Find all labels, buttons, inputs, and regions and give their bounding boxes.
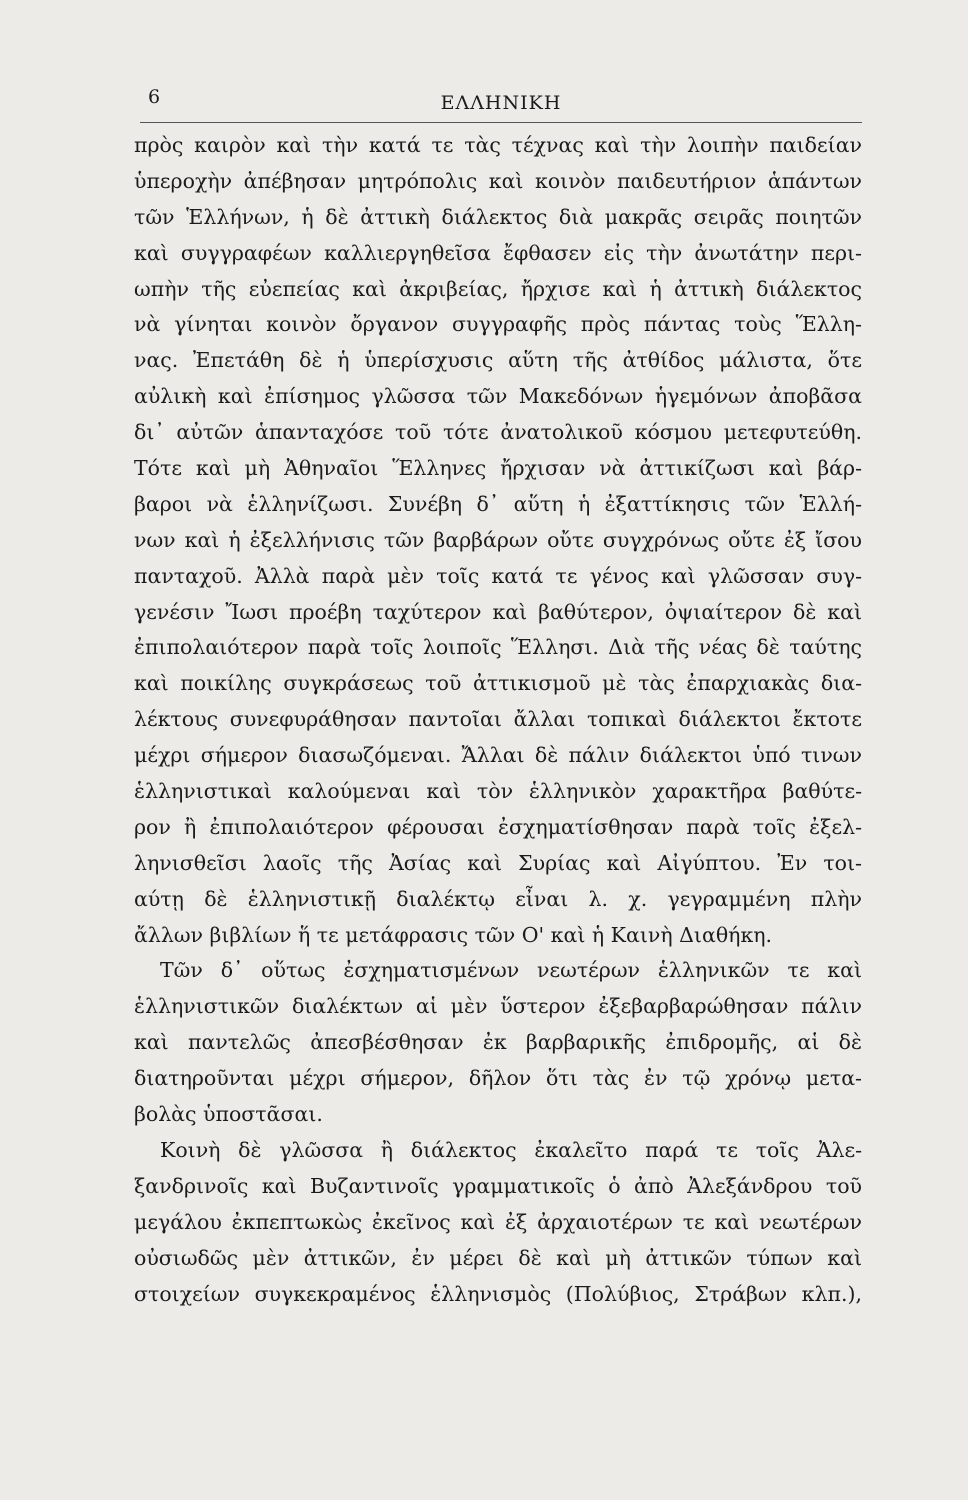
text-line: πρὸς καιρὸν καὶ τὴν κατά τε τὰς τέχνας καὶ τὴν λοιπὴν παιδείαν: [134, 133, 862, 157]
text-line: νας. Ἐπετάθη δὲ ἡ ὑπερίσχυσις αὕτη τῆς ἀτθίδος μάλιστα, ὅτε: [134, 348, 862, 373]
text-line: καὶ παντελῶς ἀπεσβέσθησαν ἐκ βαρβαρικῆς ἐπιδρομῆς, αἱ δὲ: [134, 1030, 862, 1055]
text-line: πανταχοῦ. Ἀλλὰ παρὰ μὲν τοῖς κατά τε γένος καὶ γλῶσσαν συγ-: [134, 563, 862, 588]
page-header: [140, 86, 862, 126]
text-line: Τῶν δ᾽ οὕτως ἐσχηματισμένων νεωτέρων ἑλληνικῶν τε καὶ: [160, 958, 862, 983]
text-line: τῶν Ἑλλήνων, ἡ δὲ ἀττικὴ διάλεκτος διὰ μακρᾶς σειρᾶς ποιητῶν: [134, 204, 862, 229]
text-line: βολὰς ὑποστᾶσαι.: [134, 1102, 323, 1127]
text-line: ἐπιπολαιότερον παρὰ τοῖς λοιποῖς Ἕλλησι. Διὰ τῆς νέας δὲ ταύτης: [134, 635, 862, 660]
text-line: αύτῃ δὲ ἑλληνιστικῇ διαλέκτῳ εἶναι λ. χ. γεγραμμένη πλὴν: [134, 886, 862, 911]
text-line: μέχρι σήμερον διασωζόμεναι. Ἄλλαι δὲ πάλιν διάλεκτοι ὑπό τινων: [134, 743, 862, 768]
text-line: ξανδρινοῖς καὶ Βυζαντινοῖς γραμματικοῖς ὁ ἀπὸ Ἀλεξάνδρου τοῦ: [134, 1173, 862, 1198]
text-line: μεγάλου ἐκπεπτωκὼς ἐκεῖνος καὶ ἐξ ἀρχαιοτέρων τε καὶ νεωτέρων: [134, 1209, 862, 1234]
text-line: ἑλληνιστικῶν διαλέκτων αἱ μὲν ὕστερον ἐξεβαρβαρώθησαν πάλιν: [134, 994, 862, 1019]
text-line: λέκτους συνεφυράθησαν παντοῖαι ἄλλαι τοπικαὶ διάλεκτοι ἔκτοτε: [134, 707, 862, 732]
header-rule: [140, 122, 862, 123]
text-line: ρον ἢ ἐπιπολαιότερον φέρουσαι ἐσχηματίσθησαν παρὰ τοῖς ἐξελ-: [134, 814, 862, 839]
text-line: καὶ συγγραφέων καλλιεργηθεῖσα ἔφθασεν εἰς τὴν ἀνωτάτην περι-: [134, 240, 862, 265]
text-line: οὐσιωδῶς μὲν ἀττικῶν, ἐν μέρει δὲ καὶ μὴ ἀττικῶν τύπων καὶ: [134, 1245, 862, 1270]
text-line: ἄλλων βιβλίων ἥ τε μετάφρασις τῶν Ο' καὶ ἡ Καινὴ Διαθήκη.: [134, 922, 773, 947]
running-title: ΕΛΛΗΝΙΚΗ: [440, 92, 562, 114]
text-line: νων καὶ ἡ ἐξελλήνισις τῶν βαρβάρων οὔτε συγχρόνως οὔτε ἐξ ἴσου: [134, 527, 862, 552]
text-line: καὶ ποικίλης συγκράσεως τοῦ ἀττικισμοῦ μὲ τὰς ἐπαρχιακὰς δια-: [134, 671, 862, 696]
text-line: γενέσιν Ἴωσι προέβη ταχύτερον καὶ βαθύτερον, ὀψιαίτερον δὲ καὶ: [134, 599, 862, 624]
text-line: ληνισθεῖσι λαοῖς τῆς Ἀσίας καὶ Συρίας καὶ Αἰγύπτου. Ἐν τοι-: [134, 850, 862, 875]
text-line: διατηροῦνται μέχρι σήμερον, δῆλον ὅτι τὰς ἐν τῷ χρόνῳ μετα-: [134, 1066, 862, 1091]
text-line: Κοινὴ δὲ γλῶσσα ἢ διάλεκτος ἐκαλεῖτο παρά τε τοῖς Ἀλε-: [160, 1137, 862, 1162]
text-line: ὑπεροχὴν ἀπέβησαν μητρόπολις καὶ κοινὸν παιδευτήριον ἁπάντων: [134, 168, 862, 193]
text-line: βαροι νὰ ἑλληνίζωσι. Συνέβη δ᾽ αὕτη ἡ ἐξαττίκησις τῶν Ἑλλή-: [134, 491, 862, 516]
text-line: νὰ γίνηται κοινὸν ὄργανον συγγραφῆς πρὸς πάντας τοὺς Ἕλλη-: [134, 312, 862, 337]
text-line: αὐλικὴ καὶ ἐπίσημος γλῶσσα τῶν Μακεδόνων ἡγεμόνων ἀποβᾶσα: [134, 384, 862, 409]
body-text: [134, 128, 862, 1312]
page-number: 6: [148, 86, 161, 108]
text-line: Τότε καὶ μὴ Ἀθηναῖοι Ἕλληνες ἤρχισαν νὰ ἀττικίζωσι καὶ βάρ-: [134, 456, 862, 481]
text-line: ωπὴν τῆς εὐεπείας καὶ ἀκριβείας, ἤρχισε καὶ ἡ ἀττικὴ διάλεκτος: [134, 276, 862, 301]
text-line: ἑλληνιστικαὶ καλούμεναι καὶ τὸν ἑλληνικὸν χαρακτῆρα βαθύτε-: [134, 779, 862, 804]
text-line: στοιχείων συγκεκραμένος ἑλληνισμὸς (Πολύβιος, Στράβων κλπ.),: [134, 1281, 862, 1306]
text-line: δι᾽ αὐτῶν ἁπανταχόσε τοῦ τότε ἀνατολικοῦ κόσμου μετεφυτεύθη.: [134, 420, 862, 445]
